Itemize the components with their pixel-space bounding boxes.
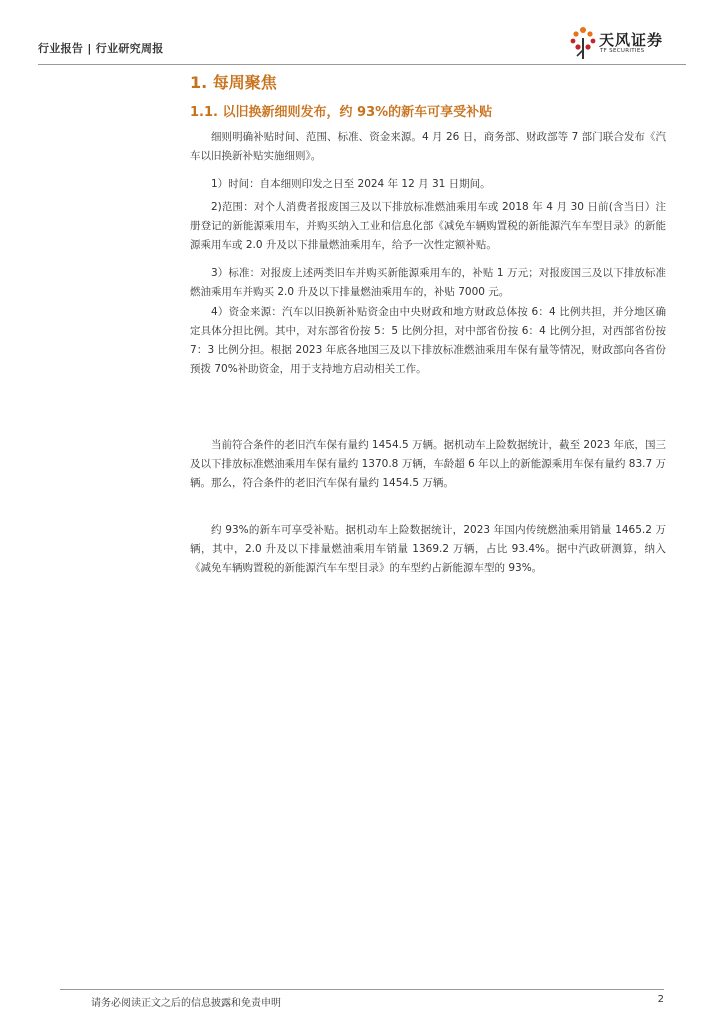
company-logo	[569, 26, 689, 60]
header-divider	[38, 64, 686, 65]
footer-divider	[60, 989, 664, 990]
paragraph-funding-text: 4）资金来源：汽车以旧换新补贴资金由中央财政和地方财政总体按 6：4 比例共担，并分地区确定具体分担比例。其中，对东部省份按 5：5 比例分担，对中部省份按 6：4 比例分担，对西部省份按 7：3 比例分担。根据 2023 年底各地国三及以下排放标准燃油乘用车保有量等情况，财政部向各省份预拨 70%补助资金，用于支持地方启动相关工作。	[190, 306, 666, 375]
paragraph-new-car-share-text: 约 93%的新车可享受补贴。据机动车上险数据统计，2023 年国内传统燃油乘用销量 1465.2 万辆，其中，2.0 升及以下排量燃油乘用车销量 1369.2 万辆，占比 93.4%。据中汽政研测算，纳入《减免车辆购置税的新能源汽车车型目录》的车型约占新能源车型的 93%。	[190, 524, 666, 574]
paragraph-funding	[190, 303, 666, 379]
footer-disclaimer: 请务必阅读正文之后的信息披露和免责申明	[91, 998, 281, 1009]
paragraph-scope	[190, 198, 666, 255]
paragraph-standard-text: 3）标准：对报废上述两类旧车并购买新能源乘用车的，补贴 1 万元；对报废国三及以下排放标准燃油乘用车并购买 2.0 升及以下排量燃油乘用车的，补贴 7000 元。	[190, 267, 666, 298]
page-number: 2	[657, 994, 664, 1005]
paragraph-scope-text: 2)范围：对个人消费者报废国三及以下排放标准燃油乘用车或 2018 年 4 月 30 日前(含当日）注册登记的新能源乘用车，并购买纳入工业和信息化部《减免车辆购置税的新能源汽车车型目录》的新能源乘用车或 2.0 升及以下排量燃油乘用车，给予一次性定额补贴。	[190, 201, 666, 251]
flower-logo-icon	[569, 26, 597, 60]
report-category: 行业报告 | 行业研究周报	[38, 42, 164, 55]
section-subtitle: 1.1. 以旧换新细则发布，约 93%的新车可享受补贴	[190, 105, 493, 120]
paragraph-time-text: 1）时间：自本细则印发之日至 2024 年 12 月 31 日期间。	[211, 178, 491, 190]
paragraph-standard	[190, 264, 666, 302]
paragraph-vehicle-stock-text: 当前符合条件的老旧汽车保有量约 1454.5 万辆。据机动车上险数据统计，截至 2023 年底，国三及以下排放标准燃油乘用车保有量约 1370.8 万辆，车龄超 6 年以上的新能源乘用车保有量约 83.7 万辆。那么，符合条件的老旧汽车保有量约 1454.5 万辆。	[190, 439, 666, 489]
paragraph-intro	[190, 128, 666, 166]
logo-name: 天风证券	[599, 31, 664, 49]
paragraph-new-car-share	[190, 521, 666, 578]
logo-subtitle: TF SECURITIES	[600, 48, 645, 54]
paragraph-intro-text: 细则明确补贴时间、范围、标准、资金来源。4 月 26 日，商务部、财政部等 7 部门联合发布《汽车以旧换新补贴实施细则》。	[190, 131, 666, 162]
paragraph-vehicle-stock	[190, 436, 666, 493]
paragraph-time	[190, 175, 666, 194]
section-title: 1. 每周聚焦	[190, 73, 277, 92]
